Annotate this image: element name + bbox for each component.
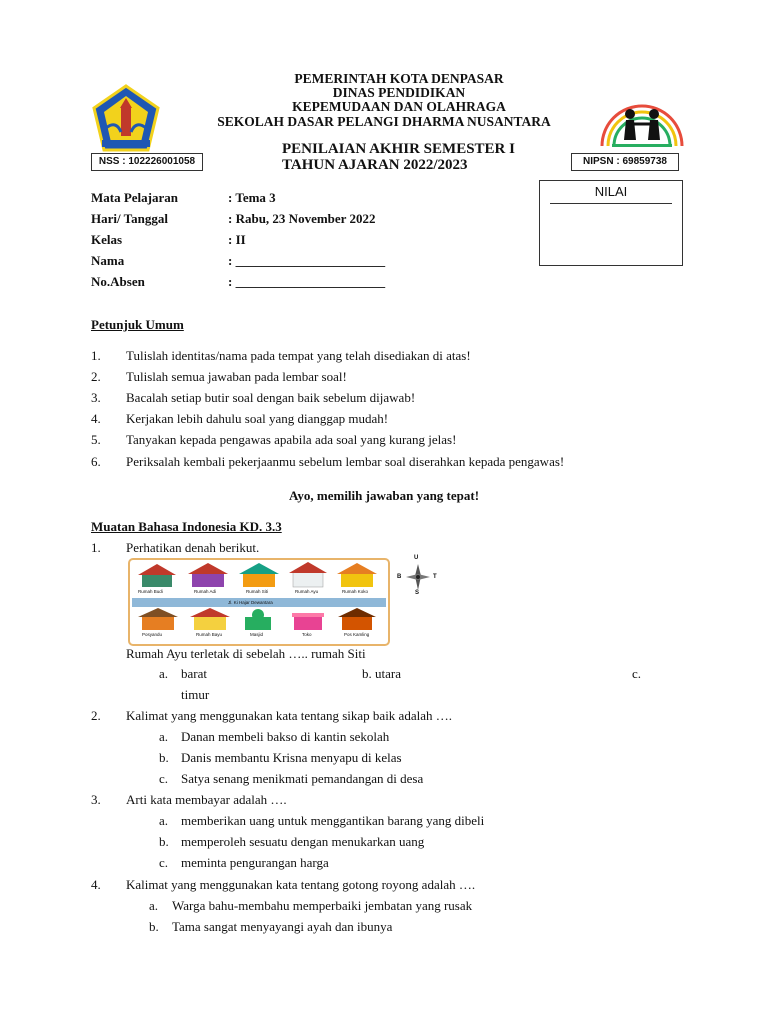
top-houses — [138, 562, 377, 587]
nipsn-box: NIPSN : 69859738 — [571, 153, 679, 171]
header-line-1: PEMERINTAH KOTA DENPASAR — [294, 71, 504, 86]
map-label: Pos Kamling — [344, 632, 370, 637]
header-line-2: DINAS PENDIDIKAN — [332, 85, 466, 100]
prompt-heading: Ayo, memilih jawaban yang tepat! — [288, 488, 480, 503]
map-label: Toko — [302, 632, 312, 637]
map-label: Masjid — [250, 632, 264, 637]
map-label: Rumah Budi — [138, 589, 163, 594]
identity-value-subject: : Tema 3 — [228, 190, 276, 205]
identity-label-class: Kelas — [91, 232, 123, 247]
instruction-num: 4. — [91, 411, 101, 426]
bottom-buildings — [138, 608, 376, 630]
option-text[interactable]: Warga bahu-membahu memperbaiki jembatan yang rusak — [172, 898, 473, 913]
road-label: Jl. Ki Hajar Dewantara — [228, 600, 273, 605]
compass-north: U — [414, 555, 419, 561]
identity-value-absence-number[interactable]: : _______________________ — [228, 274, 386, 289]
nss-box: NSS : 102226001058 — [91, 153, 203, 171]
option-letter: b. — [159, 834, 169, 849]
option-letter: c. — [632, 666, 642, 681]
map-label: Rumah Adi — [194, 589, 217, 594]
question-number: 2. — [91, 708, 101, 723]
option-text[interactable]: Tama sangat menyayangi ayah dan ibunya — [172, 919, 393, 934]
identity-value-class: : II — [228, 232, 246, 247]
option-letter: b. — [149, 919, 159, 934]
identity-value-name[interactable]: : _______________________ — [228, 253, 386, 268]
identity-label-date: Hari/ Tanggal — [91, 211, 168, 226]
map-label: Rumah Bayu — [196, 632, 223, 637]
question-stem: Rumah Ayu terletak di sebelah ….. rumah Siti — [126, 646, 366, 661]
question-number: 1. — [91, 540, 101, 555]
question-text: Perhatikan denah berikut. — [126, 540, 260, 555]
option-text[interactable]: barat — [181, 666, 207, 681]
question-number: 4. — [91, 877, 101, 892]
academic-year: TAHUN AJARAN 2022/2023 — [282, 157, 468, 173]
instruction-text: Bacalah setiap butir soal dengan baik sebelum dijawab! — [126, 390, 416, 405]
instruction-text: Kerjakan lebih dahulu soal yang dianggap mudah! — [126, 411, 389, 426]
instruction-num: 2. — [91, 369, 101, 384]
option-text[interactable]: memberikan uang untuk menggantikan barang yang dibeli — [181, 813, 485, 828]
exam-title: PENILAIAN AKHIR SEMESTER I — [282, 141, 515, 157]
option-text[interactable]: meminta pengurangan harga — [181, 855, 329, 870]
option-letter: a. — [159, 813, 169, 828]
instruction-text: Tulislah identitas/nama pada tempat yang telah disediakan di atas! — [126, 348, 471, 363]
compass-east: T — [433, 574, 437, 580]
option-text[interactable]: b. utara — [362, 666, 401, 681]
identity-label-absence-number: No.Absen — [91, 274, 145, 289]
map-label: Rumah Siti — [246, 589, 269, 594]
score-box — [539, 180, 683, 266]
section-title: Muatan Bahasa Indonesia KD. 3.3 — [91, 519, 282, 534]
header-line-3: KEPEMUDAAN DAN OLAHRAGA — [292, 99, 506, 114]
option-text[interactable]: Danis membantu Krisna menyapu di kelas — [181, 750, 402, 765]
instruction-num: 3. — [91, 390, 101, 405]
option-letter: c. — [159, 771, 169, 786]
header-line-4: SEKOLAH DASAR PELANGI DHARMA NUSANTARA — [217, 114, 551, 129]
instructions-title: Petunjuk Umum — [91, 317, 184, 332]
identity-value-date: : Rabu, 23 November 2022 — [228, 211, 376, 226]
instruction-text: Periksalah kembali pekerjaanmu sebelum lembar soal diserahkan kepada pengawas! — [126, 454, 565, 469]
map-label: Posyandu — [142, 632, 163, 637]
question-number: 3. — [91, 792, 101, 807]
option-letter: a. — [159, 666, 169, 681]
map-label: Rumah Koko — [342, 589, 369, 594]
question-text: Kalimat yang menggunakan kata tentang gotong royong adalah …. — [126, 877, 476, 892]
compass-rose — [396, 556, 440, 598]
question-text: Arti kata membayar adalah …. — [126, 792, 287, 807]
option-text[interactable]: memperoleh sesuatu dengan menukarkan uang — [181, 834, 425, 849]
option-text[interactable]: timur — [181, 687, 210, 702]
instruction-num: 6. — [91, 454, 101, 469]
identity-label-subject: Mata Pelajaran — [91, 190, 179, 205]
compass-west: B — [397, 574, 402, 580]
instruction-num: 5. — [91, 432, 101, 447]
option-letter: a. — [159, 729, 169, 744]
instruction-text: Tulislah semua jawaban pada lembar soal! — [126, 369, 347, 384]
option-text[interactable]: Danan membeli bakso di kantin sekolah — [181, 729, 390, 744]
score-divider — [550, 203, 672, 204]
option-text[interactable]: Satya senang menikmati pemandangan di desa — [181, 771, 424, 786]
instruction-num: 1. — [91, 348, 101, 363]
score-label: NILAI — [594, 184, 628, 199]
question-text: Kalimat yang menggunakan kata tentang sikap baik adalah …. — [126, 708, 452, 723]
option-letter: a. — [149, 898, 159, 913]
identity-label-name: Nama — [91, 253, 125, 268]
option-letter: c. — [159, 855, 169, 870]
compass-south: S — [415, 590, 420, 596]
map-illustration — [128, 558, 390, 646]
option-letter: b. — [159, 750, 169, 765]
map-label: Rumah Ayu — [295, 589, 319, 594]
instruction-text: Tanyakan kepada pengawas apabila ada soal yang kurang jelas! — [126, 432, 457, 447]
